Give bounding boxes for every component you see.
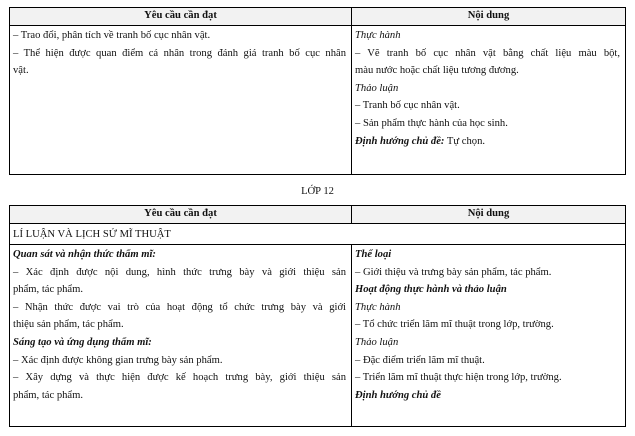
list-item: – Xác định được không gian trưng bày sản phẩm.: [13, 354, 223, 366]
grade-title: LỚP 12: [301, 186, 334, 197]
table-header-row: [10, 206, 626, 224]
list-item: – Xây dựng và thực hiện được kế hoạch trưng bày, giới thiệu sản: [13, 372, 346, 384]
list-item-continuation: phẩm, tác phẩm.: [13, 389, 84, 401]
orientation-value: Tự chọn.: [444, 135, 486, 147]
practice-heading: Thực hành: [355, 30, 401, 41]
requirements-cell: [10, 245, 352, 427]
header-requirements: Yêu cầu cần đạt: [10, 8, 352, 26]
list-item: – Triển lãm mĩ thuật thực hiện trong lớp, trường.: [355, 372, 562, 384]
subheading: Quan sát và nhận thức thẩm mĩ:: [13, 249, 156, 260]
list-item: – Thể hiện được quan điểm cá nhân trong đánh giá tranh bố cục nhân: [13, 47, 346, 59]
grade-12-table: [9, 205, 626, 427]
list-item: – Nhận thức được vai trò của hoạt động tổ chức trưng bày và giới: [13, 301, 346, 313]
header-content: Nội dung: [352, 206, 626, 224]
list-item: – Vẽ tranh bố cục nhân vật bằng chất liệu màu bột,: [355, 47, 620, 59]
content-cell: [352, 26, 626, 175]
activity-heading: Hoạt động thực hành và thảo luận: [355, 284, 507, 296]
list-item-continuation: vật.: [13, 65, 29, 77]
table-row: [10, 26, 626, 175]
table-row: [10, 245, 626, 427]
section-title: LÍ LUẬN VÀ LỊCH SỬ MĨ THUẬT: [10, 224, 626, 245]
orientation-line: [355, 133, 620, 151]
list-item-continuation: phẩm, tác phẩm.: [13, 284, 84, 296]
table-header-row: [10, 8, 626, 26]
list-item: – Xác định được nội dung, hình thức trưng bày và giới thiệu sản: [13, 266, 346, 278]
content-cell: [352, 245, 626, 427]
list-item-continuation: thiệu sản phẩm, tác phẩm.: [13, 319, 124, 331]
list-item: – Sản phẩm thực hành của học sinh.: [355, 117, 508, 129]
list-item: – Trao đổi, phân tích về tranh bố cục nhân vật.: [13, 30, 211, 41]
list-item: – Tranh bố cục nhân vật.: [355, 100, 460, 112]
requirements-cell: [10, 26, 352, 175]
practice-heading: Thực hành: [355, 301, 401, 313]
list-item: – Tổ chức triển lãm mĩ thuật trong lớp, trường.: [355, 319, 554, 331]
subheading: Sáng tạo và ứng dụng thẩm mĩ:: [13, 336, 152, 348]
genre-heading: Thể loại: [355, 249, 392, 260]
orientation-label: Định hướng chủ đề:: [355, 135, 445, 147]
list-item: – Đặc điểm triển lãm mĩ thuật.: [355, 354, 485, 366]
header-requirements: Yêu cầu cần đạt: [10, 206, 352, 224]
list-item-continuation: màu nước hoặc chất liệu tương đương.: [355, 65, 519, 77]
list-item: – Giới thiệu và trưng bày sản phẩm, tác phẩm.: [355, 266, 552, 278]
discussion-heading: Thảo luận: [355, 336, 399, 348]
grade-11-table: [9, 7, 626, 175]
orientation-label: Định hướng chủ đề: [355, 389, 441, 401]
section-row: [10, 224, 626, 245]
header-content: Nội dung: [352, 8, 626, 26]
discussion-heading: Thảo luận: [355, 82, 399, 94]
